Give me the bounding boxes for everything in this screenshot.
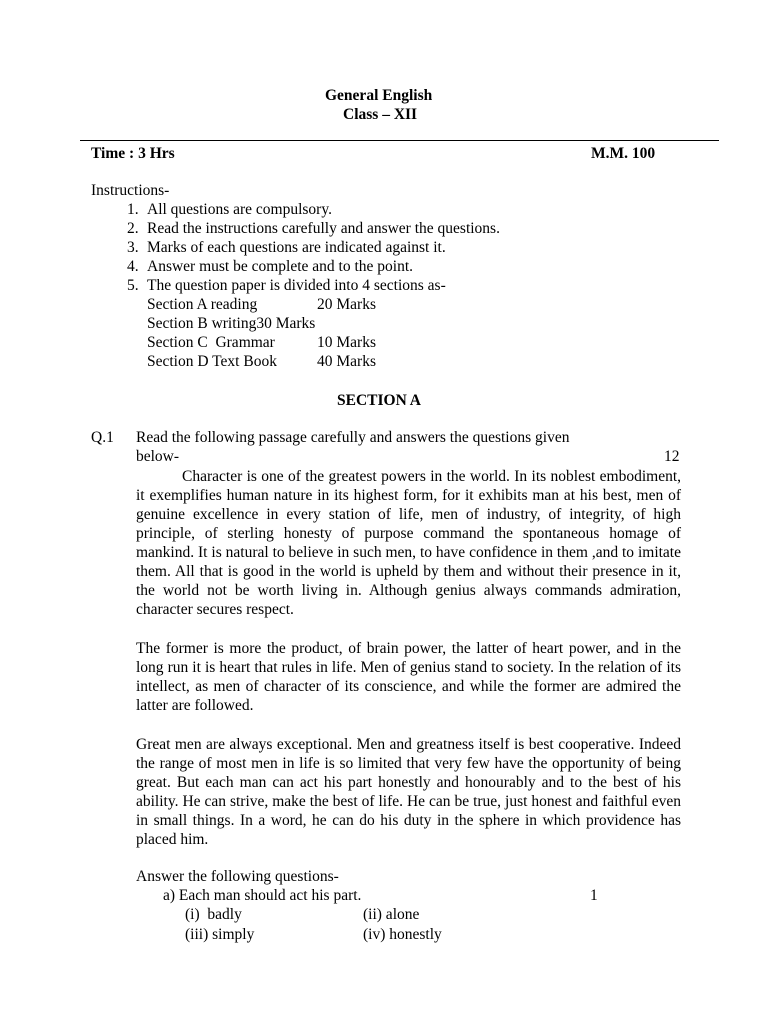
question-prompt-line1: Read the following passage carefully and answers the questions given (136, 429, 570, 446)
class-label: Class – XII (343, 106, 418, 123)
answer-heading: Answer the following questions- (136, 868, 339, 885)
instructions-heading: Instructions- (91, 182, 170, 199)
section-d-name: Section D Text Book (147, 353, 277, 370)
subquestion-a-text: a) Each man should act his part. (163, 887, 362, 904)
instruction-number: 2. (127, 220, 139, 237)
instruction-number: 3. (127, 239, 139, 256)
passage-paragraph-3: Great men are always exceptional. Men and greatness itself is best cooperative. Indeed the range of most men in life is so limited that very few have the opportunity of being great. But each man can act his part honestly and honourably and to the best of his ability. He can strive, make the best of life. He can be true, just honest and faithful even in small things. In a word, he can do his duty in the sphere in which providence has placed him. (136, 736, 681, 848)
question-label: Q.1 (91, 429, 114, 446)
instruction-text: All questions are compulsory. (147, 201, 332, 218)
question-prompt-line2: below- (136, 448, 180, 465)
section-c-name: Section C Grammar (147, 334, 275, 351)
option-iii: (iii) simply (185, 926, 255, 943)
section-a-name: Section A reading (147, 296, 258, 313)
option-iv: (iv) honestly (363, 926, 442, 943)
page-title: General English (325, 87, 433, 104)
passage-paragraph-1: Character is one of the greatest powers in the world. In its noblest embodiment, it exemplifies human nature in its highest form, for it exhibits man at his best, men of genuine excellence in every station of life, men of industry, of integrity, of high principle, of sterling honesty of purpose command the spontaneous homage of mankind. It is natural to believe in such men, to have confidence in them ,and to imitate them. All that is good in the world is upheld by them and without their presence in it, the world not be worth living in. Although genius always commands admiration, character secures respect. (136, 468, 681, 618)
instruction-number: 5. (127, 277, 139, 294)
option-i: (i) badly (185, 906, 242, 923)
subquestion-a-marks: 1 (590, 887, 598, 904)
instruction-text: Marks of each questions are indicated against it. (147, 239, 446, 256)
header-rule (80, 140, 719, 141)
instruction-number: 1. (127, 201, 139, 218)
question-marks: 12 (664, 448, 680, 465)
section-d-marks: 40 Marks (317, 353, 376, 370)
instruction-number: 4. (127, 258, 139, 275)
section-c-marks: 10 Marks (317, 334, 376, 351)
option-ii: (ii) alone (363, 906, 420, 923)
instruction-text: The question paper is divided into 4 sections as- (147, 277, 446, 294)
section-a-marks: 20 Marks (317, 296, 376, 313)
max-marks-label: M.M. 100 (591, 145, 656, 162)
instruction-text: Answer must be complete and to the point. (147, 258, 414, 275)
section-a-heading: SECTION A (337, 392, 421, 409)
time-label: Time : 3 Hrs (91, 145, 175, 162)
instruction-text: Read the instructions carefully and answer the questions. (147, 220, 500, 237)
passage-paragraph-2: The former is more the product, of brain power, the latter of heart power, and in the long run it is heart that rules in life. Men of genius stand to society. In the relation of its intellect, as men of character of its conscience, and while the former are admired the latter are followed. (136, 640, 681, 714)
section-b-line: Section B writing30 Marks (147, 315, 316, 332)
